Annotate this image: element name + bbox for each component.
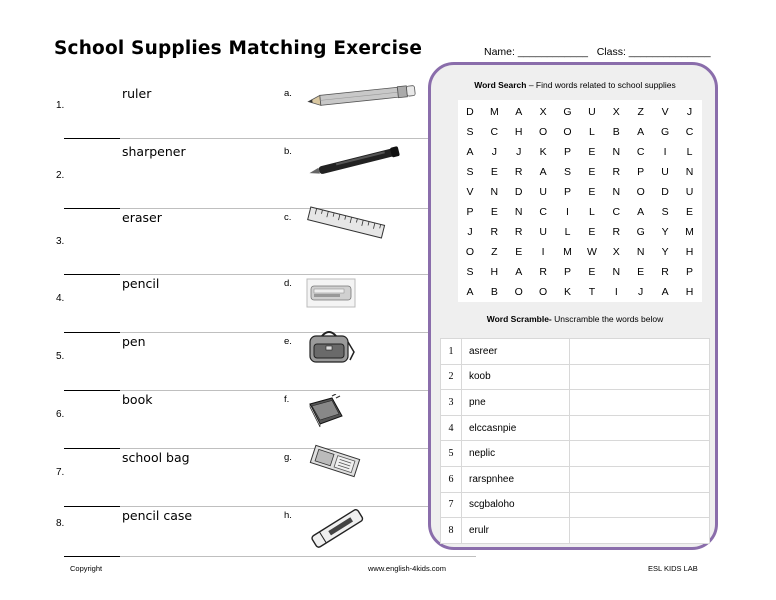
word-search-row	[458, 202, 702, 222]
word-search-letter[interactable]: U	[588, 106, 597, 118]
word-search-letter[interactable]: E	[588, 266, 596, 278]
word-search-letter[interactable]: O	[514, 286, 524, 298]
school-bag-icon	[304, 328, 356, 371]
scramble-row	[441, 518, 710, 544]
word-search-letter[interactable]: I	[541, 246, 546, 258]
word-search-letter[interactable]: C	[539, 206, 548, 218]
word-search-letter[interactable]: A	[637, 206, 645, 218]
scramble-row	[441, 339, 710, 365]
word-search-letter[interactable]: N	[612, 146, 621, 158]
book-icon	[306, 394, 346, 435]
word-search-letter[interactable]: R	[612, 226, 621, 238]
word-search-letter[interactable]: N	[612, 266, 621, 278]
word-search-letter[interactable]: S	[661, 206, 670, 218]
item-letter: d.	[284, 278, 292, 289]
word-search-letter[interactable]: R	[514, 166, 524, 178]
word-search-letter[interactable]: P	[564, 146, 572, 158]
class-field[interactable]: Class: ______________	[596, 46, 711, 58]
item-letter: e.	[284, 336, 292, 347]
item-number: 4.	[56, 293, 65, 304]
scramble-word: erulr	[462, 518, 570, 544]
word-search-letter[interactable]: H	[490, 266, 499, 278]
word-search-letter[interactable]: E	[588, 186, 596, 198]
scramble-number: 8	[441, 518, 462, 544]
word-search-letter[interactable]: A	[539, 166, 548, 178]
word-search-letter[interactable]: R	[661, 266, 670, 278]
word-search-letter[interactable]: L	[588, 206, 596, 218]
word-search-letter[interactable]: X	[612, 106, 621, 118]
answer-blank[interactable]	[64, 506, 120, 507]
item-letter: b.	[284, 146, 292, 157]
word-search-letter[interactable]: U	[661, 166, 670, 178]
word-search-letter[interactable]: K	[539, 146, 548, 158]
scramble-word: scgbaloho	[462, 492, 570, 518]
row-divider	[120, 390, 476, 391]
scramble-answer-field[interactable]	[570, 390, 710, 416]
word-search-letter[interactable]: U	[685, 186, 694, 198]
item-number: 1.	[56, 100, 65, 111]
item-word: ruler	[122, 86, 152, 101]
item-word: pencil	[122, 276, 160, 291]
row-divider	[120, 448, 476, 449]
word-search-row	[458, 222, 702, 242]
scramble-word: koob	[462, 364, 570, 390]
word-search-letter[interactable]: Y	[661, 246, 670, 258]
scramble-number: 3	[441, 390, 462, 416]
word-search-letter[interactable]: O	[539, 126, 548, 138]
item-word: eraser	[122, 210, 162, 225]
item-number: 6.	[56, 409, 65, 420]
item-word: school bag	[122, 450, 190, 465]
word-search-letter[interactable]: J	[491, 146, 498, 158]
item-number: 5.	[56, 351, 65, 362]
answer-blank[interactable]	[64, 332, 120, 333]
word-search-letter[interactable]: A	[466, 286, 474, 298]
word-search-letter[interactable]: A	[466, 146, 474, 158]
scramble-row	[441, 364, 710, 390]
word-search-letter[interactable]: M	[489, 106, 500, 118]
scramble-number: 7	[441, 492, 462, 518]
word-search-letter[interactable]: D	[466, 106, 475, 118]
item-letter: h.	[284, 510, 292, 521]
word-search-letter[interactable]: A	[515, 266, 523, 278]
word-search-letter[interactable]: B	[612, 126, 621, 138]
word-search-letter[interactable]: L	[564, 226, 571, 238]
word-search-letter[interactable]: T	[588, 286, 596, 298]
word-search-letter[interactable]: E	[588, 226, 596, 238]
name-field[interactable]: Name: ____________	[484, 46, 588, 58]
word-search-letter[interactable]: C	[490, 126, 499, 138]
word-search-letter[interactable]: E	[588, 166, 596, 178]
word-scramble-heading	[440, 314, 710, 324]
word-search-letter[interactable]: C	[636, 146, 645, 158]
word-search-letter[interactable]: N	[490, 186, 499, 198]
word-search-letter[interactable]: W	[586, 246, 598, 258]
word-search-letter[interactable]: A	[661, 286, 670, 298]
word-search-letter[interactable]: P	[466, 206, 474, 218]
word-search-heading-bold: Word Search	[474, 80, 527, 90]
scramble-number: 6	[441, 466, 462, 492]
scramble-row	[441, 492, 710, 518]
word-search-letter[interactable]: C	[612, 206, 621, 218]
scramble-number: 4	[441, 415, 462, 441]
item-number: 8.	[56, 518, 65, 529]
word-search-letter[interactable]: O	[539, 286, 548, 298]
word-search-letter[interactable]: S	[564, 166, 572, 178]
word-search-letter[interactable]: X	[612, 246, 621, 258]
word-search-letter[interactable]: C	[685, 126, 694, 138]
word-search-letter[interactable]: D	[514, 186, 524, 198]
word-search-letter[interactable]: Z	[637, 106, 645, 118]
scramble-row	[441, 415, 710, 441]
word-search-letter[interactable]: E	[490, 166, 499, 178]
word-search-letter[interactable]: U	[539, 226, 548, 238]
item-number: 2.	[56, 170, 65, 181]
word-search-letter[interactable]: J	[686, 106, 693, 118]
scramble-number: 1	[441, 339, 462, 365]
word-search-letter[interactable]: R	[612, 166, 621, 178]
word-search-letter[interactable]: N	[685, 166, 694, 178]
scramble-word: elccasnpie	[462, 415, 570, 441]
word-search-letter[interactable]: I	[663, 146, 668, 158]
word-search-letter[interactable]: S	[466, 266, 474, 278]
word-search-letter[interactable]: G	[563, 106, 573, 118]
word-search-letter[interactable]: N	[514, 206, 524, 218]
eraser-icon	[306, 508, 368, 553]
scramble-row	[441, 390, 710, 416]
word-search-letter[interactable]: M	[685, 226, 695, 238]
word-search-letter[interactable]: G	[636, 226, 646, 238]
scramble-answer-field[interactable]	[570, 492, 710, 518]
sharpener-icon	[306, 440, 364, 487]
item-word: pen	[122, 334, 146, 349]
scramble-word: neplic	[462, 441, 570, 467]
word-search-letter[interactable]: N	[636, 246, 645, 258]
scramble-number: 2	[441, 364, 462, 390]
word-search-letter[interactable]: I	[614, 286, 619, 298]
word-search-letter[interactable]: E	[686, 206, 694, 218]
answer-blank[interactable]	[64, 208, 120, 209]
scramble-word: pne	[462, 390, 570, 416]
word-search-letter[interactable]: H	[514, 126, 524, 138]
scramble-number: 5	[441, 441, 462, 467]
word-search-letter[interactable]: K	[564, 286, 572, 298]
row-divider	[120, 274, 476, 275]
footer-brand: ESL KIDS LAB	[648, 564, 698, 573]
row-divider	[120, 556, 476, 557]
scramble-answer-field[interactable]	[570, 466, 710, 492]
word-search-row	[458, 182, 702, 202]
word-search-box	[458, 100, 702, 302]
word-search-letter[interactable]: J	[516, 146, 522, 158]
scramble-answer-field[interactable]	[570, 518, 710, 544]
word-search-letter[interactable]: O	[563, 126, 573, 138]
word-search-row	[458, 282, 702, 302]
item-letter: g.	[284, 452, 292, 463]
footer-copyright: Copyright	[70, 564, 103, 573]
word-scramble-heading-bold: Word Scramble-	[486, 314, 552, 324]
word-search-letter[interactable]: L	[588, 126, 596, 138]
worksheet-title: School Supplies Matching Exercise	[54, 38, 423, 59]
word-search-letter[interactable]: E	[637, 266, 645, 278]
footer-website[interactable]: www.english-4kids.com	[368, 564, 446, 573]
word-search-letter[interactable]: D	[661, 186, 670, 198]
item-word: pencil case	[122, 508, 193, 523]
answer-blank[interactable]	[64, 390, 120, 391]
scramble-answer-field[interactable]	[570, 339, 710, 365]
answer-blank[interactable]	[64, 448, 120, 449]
word-search-letter[interactable]: L	[686, 146, 693, 158]
word-scramble-table	[440, 338, 710, 544]
word-search-letter[interactable]: R	[490, 226, 499, 238]
word-search-letter[interactable]: X	[539, 106, 548, 118]
scramble-answer-field[interactable]	[570, 364, 710, 390]
word-search-letter[interactable]: O	[465, 246, 475, 258]
scramble-row	[441, 441, 710, 467]
word-search-letter[interactable]: E	[490, 206, 499, 218]
word-search-letter[interactable]: G	[660, 126, 670, 138]
scramble-row	[441, 466, 710, 492]
word-search-grid	[458, 102, 702, 302]
pen-icon	[306, 146, 410, 181]
word-search-letter[interactable]: S	[466, 126, 474, 138]
word-search-letter[interactable]: U	[539, 186, 548, 198]
word-search-letter[interactable]: Y	[661, 226, 670, 238]
word-search-letter[interactable]: J	[638, 286, 644, 298]
word-search-row	[458, 242, 702, 262]
word-search-letter[interactable]: N	[612, 186, 621, 198]
word-search-letter[interactable]: S	[466, 166, 474, 178]
word-search-heading-text: – Find words related to school supplies	[526, 80, 676, 90]
word-search-letter[interactable]: B	[490, 286, 499, 298]
word-search-row	[458, 122, 702, 142]
row-divider	[120, 332, 476, 333]
pencil-case-icon	[306, 278, 356, 313]
item-number: 7.	[56, 467, 65, 478]
word-search-letter[interactable]: I	[566, 206, 570, 218]
word-search-row	[458, 142, 702, 162]
answer-blank[interactable]	[64, 138, 120, 139]
scramble-answer-field[interactable]	[570, 441, 710, 467]
row-divider	[120, 506, 476, 507]
row-divider	[120, 208, 476, 209]
word-search-letter[interactable]: H	[685, 286, 694, 298]
word-scramble-heading-text: Unscramble the words below	[551, 314, 664, 324]
name-class-line	[484, 46, 711, 58]
word-search-letter[interactable]: R	[539, 266, 548, 278]
answer-blank[interactable]	[64, 274, 120, 275]
item-letter: c.	[284, 212, 292, 223]
row-divider	[120, 138, 476, 139]
word-search-letter[interactable]: P	[686, 266, 694, 278]
word-search-letter[interactable]: H	[685, 246, 694, 258]
word-search-letter[interactable]: P	[564, 266, 572, 278]
word-search-letter[interactable]: O	[636, 186, 646, 198]
word-search-letter[interactable]: E	[588, 146, 596, 158]
word-search-letter[interactable]: V	[661, 106, 670, 118]
word-search-letter[interactable]: P	[637, 166, 645, 178]
word-search-letter[interactable]: P	[564, 186, 572, 198]
word-search-letter[interactable]: J	[467, 226, 474, 238]
item-letter: a.	[284, 88, 292, 99]
word-search-heading	[440, 80, 710, 90]
scramble-word: rarspnhee	[462, 466, 570, 492]
word-search-letter[interactable]: A	[515, 106, 523, 118]
word-search-letter[interactable]: M	[563, 246, 573, 258]
word-search-row	[458, 102, 702, 122]
scramble-word: asreer	[462, 339, 570, 365]
word-search-letter[interactable]: Z	[491, 246, 499, 258]
pencil-icon	[306, 82, 418, 113]
scramble-answer-field[interactable]	[570, 415, 710, 441]
word-search-letter[interactable]: V	[466, 186, 474, 198]
ruler-icon	[306, 206, 386, 245]
word-search-letter[interactable]: A	[637, 126, 645, 138]
item-letter: f.	[284, 394, 290, 405]
item-word: book	[122, 392, 153, 407]
word-search-row	[458, 262, 702, 282]
answer-blank[interactable]	[64, 556, 120, 557]
word-search-row	[458, 162, 702, 182]
word-search-letter[interactable]: E	[515, 246, 523, 258]
item-number: 3.	[56, 236, 65, 247]
word-search-letter[interactable]: R	[514, 226, 524, 238]
item-word: sharpener	[122, 144, 186, 159]
